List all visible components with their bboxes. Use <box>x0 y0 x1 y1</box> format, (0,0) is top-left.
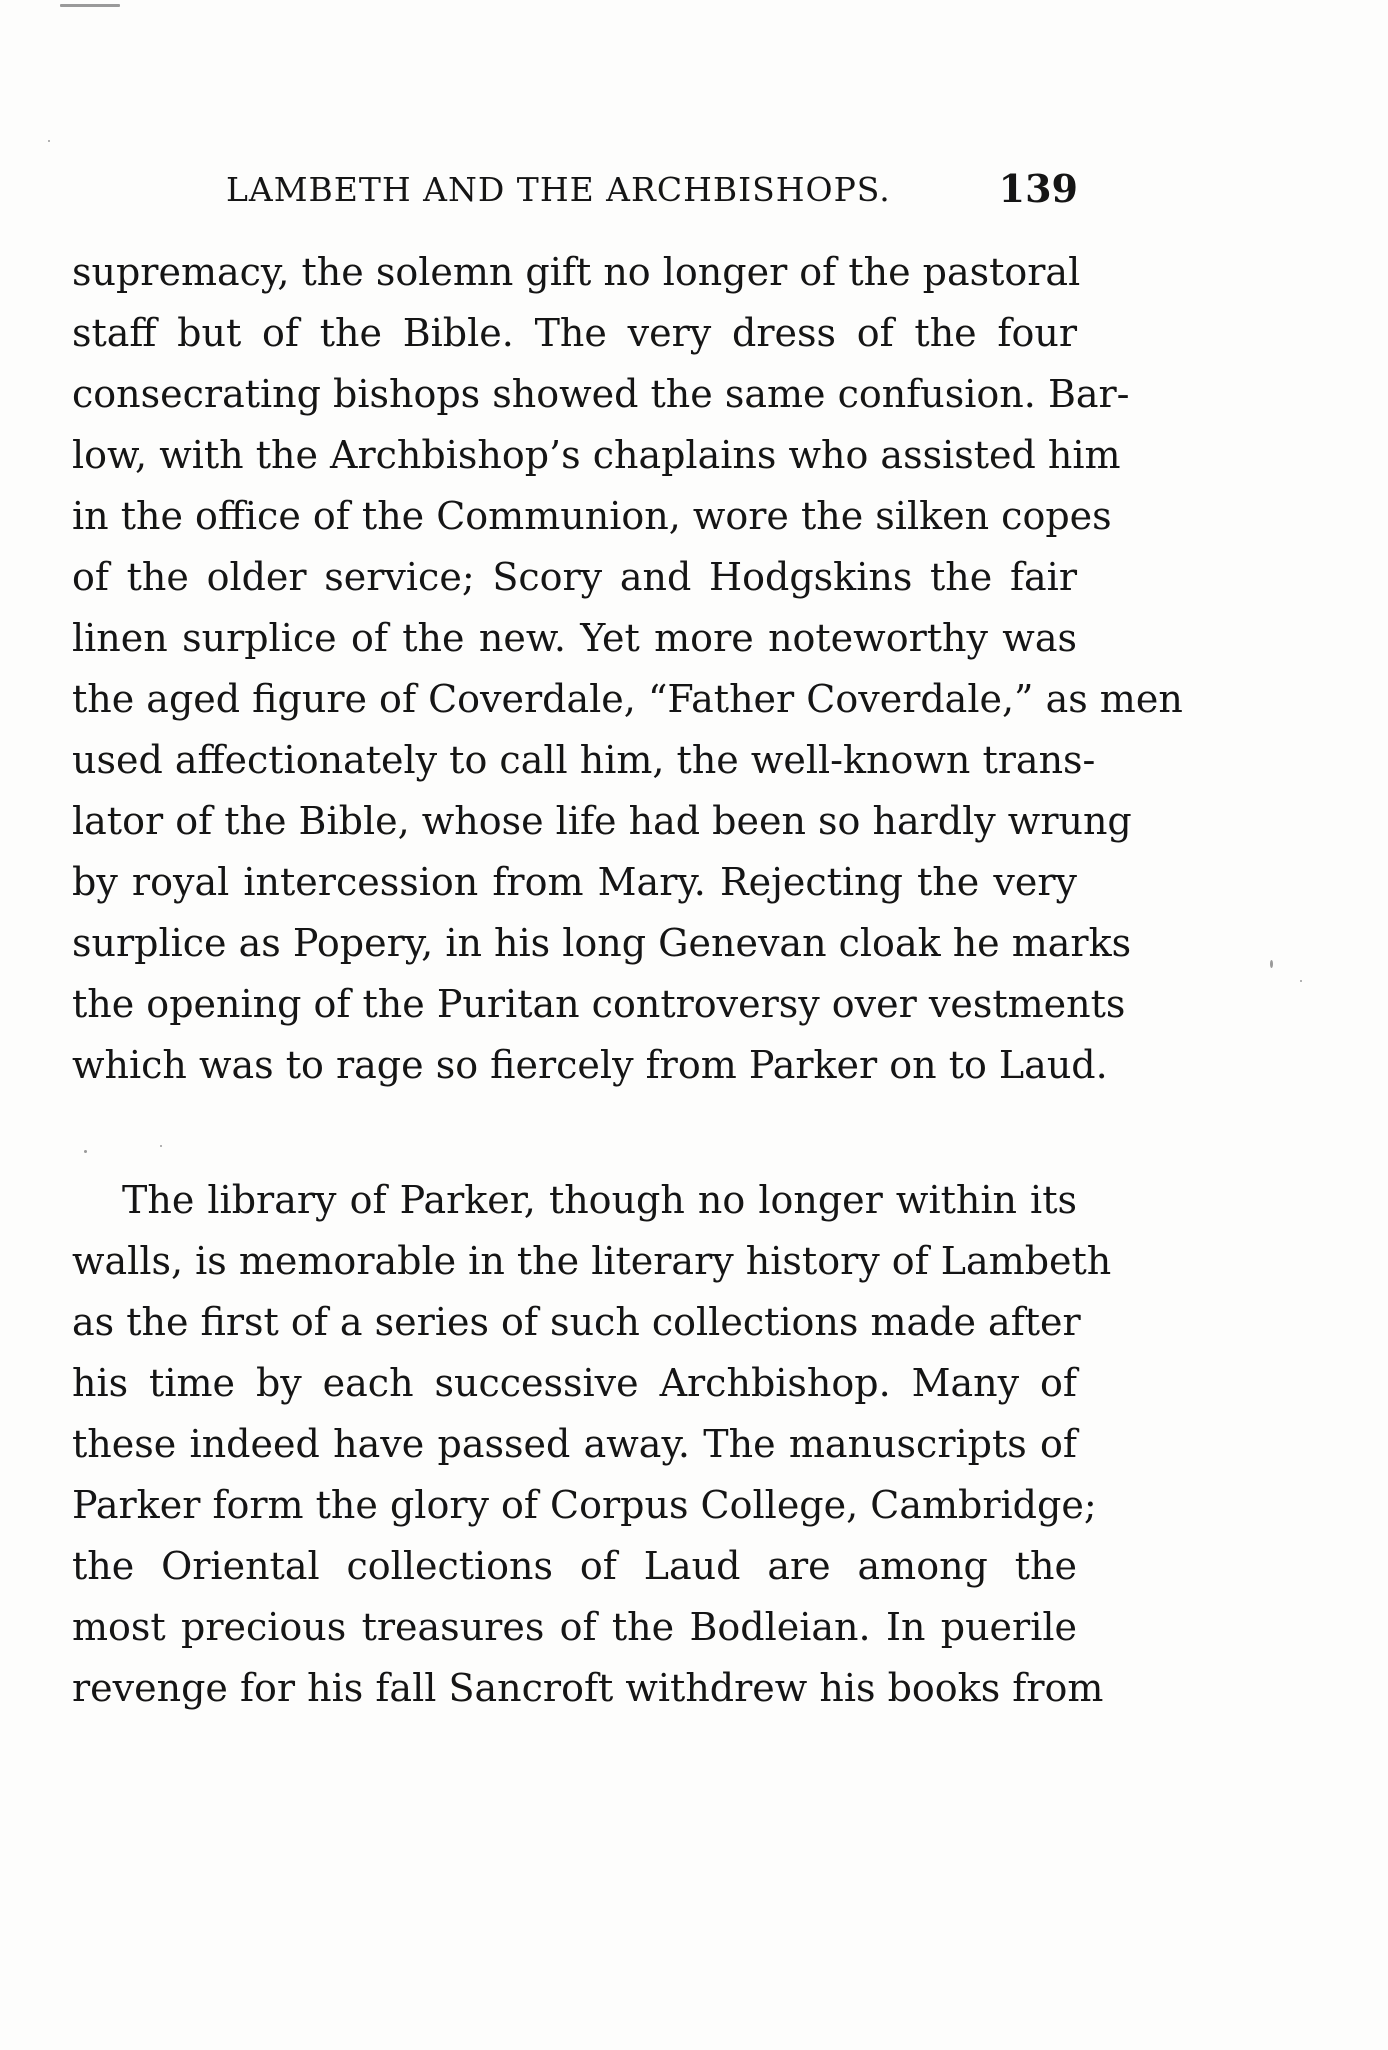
text-line: in the office of the Communion, wore the silken copes <box>72 494 1112 538</box>
text-line: by royal intercession from Mary. Rejecting the very <box>72 860 1077 904</box>
text-line: low, with the Archbishop’s chaplains who assisted him <box>72 433 1121 477</box>
paragraph-2 <box>72 1170 1112 1719</box>
text-line: walls, is memorable in the literary history of Lambeth <box>72 1239 1112 1283</box>
text-line: the Oriental collections of Laud are among the <box>72 1544 1077 1588</box>
text-line: surplice as Popery, in his long Genevan cloak he marks <box>72 921 1132 965</box>
text-line: linen surplice of the new. Yet more noteworthy was <box>72 616 1077 660</box>
text-line: the opening of the Puritan controversy over vestments <box>72 982 1126 1026</box>
scan-speck <box>1270 960 1273 968</box>
text-line: staff but of the Bible. The very dress of the four <box>72 311 1077 355</box>
text-line: Parker form the glory of Corpus College, Cambridge; <box>72 1483 1097 1527</box>
text-line: his time by each successive Archbishop. Many of <box>72 1361 1077 1405</box>
scan-speck <box>84 1150 87 1153</box>
scan-speck <box>1300 980 1302 982</box>
text-line: revenge for his fall Sancroft withdrew his books from <box>72 1666 1104 1710</box>
text-line: of the older service; Scory and Hodgskins the fair <box>72 555 1077 599</box>
page-number: 139 <box>998 166 1078 211</box>
text-line: as the first of a series of such collections made after <box>72 1300 1081 1344</box>
scan-speck <box>160 1145 162 1147</box>
page-header <box>190 166 1090 226</box>
text-line: The library of Parker, though no longer within its <box>122 1178 1077 1222</box>
text-line: the aged figure of Coverdale, “Father Coverdale,” as men <box>72 677 1183 721</box>
paragraph-1 <box>72 242 1183 1096</box>
text-line: most precious treasures of the Bodleian. In puerile <box>72 1605 1077 1649</box>
scan-speck <box>60 4 120 7</box>
text-line: used affectionately to call him, the well-known trans- <box>72 738 1096 782</box>
running-head: LAMBETH AND THE ARCHBISHOPS. <box>226 170 891 209</box>
text-line: which was to rage so fiercely from Parker on to Laud. <box>72 1043 1108 1087</box>
text-line: supremacy, the solemn gift no longer of the pastoral <box>72 250 1081 294</box>
text-line: these indeed have passed away. The manuscripts of <box>72 1422 1077 1466</box>
scan-speck <box>48 140 50 142</box>
text-line: lator of the Bible, whose life had been so hardly wrung <box>72 799 1132 843</box>
text-line: consecrating bishops showed the same confusion. Bar- <box>72 372 1130 416</box>
